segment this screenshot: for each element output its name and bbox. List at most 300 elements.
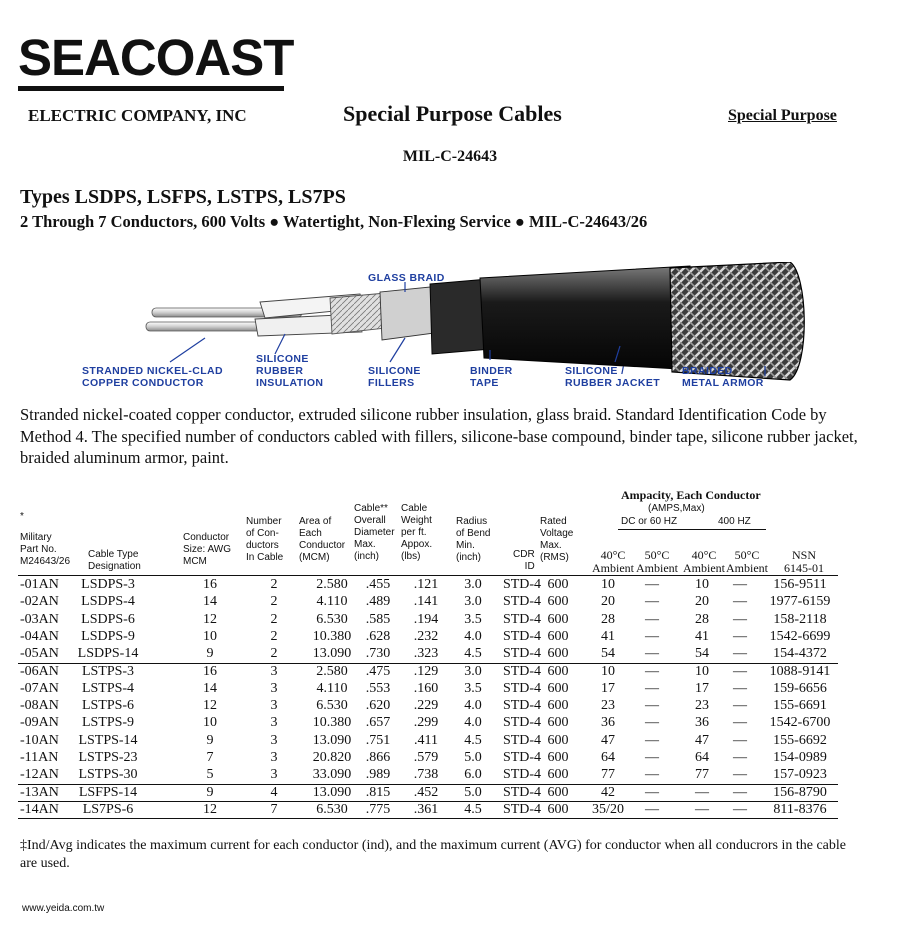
cell-part-no: -09AN	[20, 715, 59, 731]
cell-conductor-size: 12	[203, 611, 217, 627]
cell-weight: .160	[413, 680, 439, 696]
cell-cdr-id: STD-4	[502, 767, 542, 783]
cell-weight: .129	[413, 663, 439, 679]
cell-amb40-dc: 35/20	[592, 801, 624, 817]
cell-area: 10.380	[312, 628, 352, 644]
cell-bend-radius: 4.0	[464, 698, 482, 714]
cell-part-no: -01AN	[20, 577, 59, 592]
cell-weight: .194	[413, 611, 439, 627]
product-subtitle: 2 Through 7 Conductors, 600 Volts ● Watertight, Non-Flexing Service ● MIL-C-24643/26	[20, 212, 648, 231]
cell-area: 13.090	[312, 646, 352, 662]
cell-nsn: 1977-6159	[769, 594, 831, 610]
cell-cable-type: LSFPS-14	[78, 784, 138, 800]
cell-area: 6.530	[316, 801, 348, 817]
group-rule	[18, 663, 838, 664]
header-line: Max.	[540, 540, 562, 551]
cell-amb40-dc: 10	[601, 577, 615, 592]
table-row	[18, 749, 868, 766]
cell-bend-radius: 4.5	[464, 646, 482, 662]
cell-part-no: -03AN	[20, 611, 59, 627]
table-row	[18, 766, 868, 783]
header-line: ID	[524, 561, 535, 572]
military-star: *	[20, 511, 24, 522]
cell-voltage: 600	[547, 680, 569, 696]
cell-part-no: -04AN	[20, 628, 59, 644]
header-line: MCM	[183, 556, 207, 567]
company-logo	[18, 29, 294, 92]
header-line: Cable Type	[88, 549, 139, 560]
label-conductor: STRANDED NICKEL-CLAD COPPER CONDUCTOR	[82, 365, 223, 389]
cell-diameter: .475	[365, 663, 391, 679]
header-line: Weight	[401, 515, 432, 526]
cell-conductor-count: 3	[270, 698, 278, 714]
header-line: Diameter	[354, 527, 395, 538]
cell-amb50-dc: —	[645, 784, 659, 800]
cell-voltage: 600	[547, 732, 569, 748]
cell-area: 2.580	[316, 577, 348, 592]
cell-diameter: .730	[365, 646, 391, 662]
cell-cable-type: LSTPS-3	[81, 663, 135, 679]
cell-diameter: .815	[365, 784, 391, 800]
cell-diameter: .553	[365, 680, 391, 696]
cell-cable-type: LSDPS-6	[81, 611, 135, 627]
cell-part-no: -07AN	[20, 680, 59, 696]
logo-underline	[18, 86, 284, 91]
cell-amb40-dc: 64	[601, 750, 615, 765]
cell-cable-type: LSTPS-30	[78, 767, 138, 783]
cell-conductor-count: 2	[270, 594, 278, 610]
cell-amb50-hz: —	[733, 577, 747, 592]
cell-area: 20.820	[312, 750, 352, 765]
cell-amb50-dc: —	[645, 767, 659, 783]
cell-amb40-hz: 41	[695, 628, 709, 644]
cell-amb50-hz: —	[733, 663, 747, 679]
table-bottom-rule	[18, 818, 838, 819]
cell-voltage: 600	[547, 784, 569, 800]
cell-conductor-count: 3	[270, 767, 278, 783]
cell-amb40-dc: 36	[601, 715, 615, 731]
cell-amb40-hz: 47	[695, 732, 709, 748]
table-row	[18, 593, 868, 610]
table-row	[18, 732, 868, 749]
cell-cable-type: LSTPS-14	[78, 732, 138, 748]
header-line: In Cable	[246, 552, 284, 563]
cell-conductor-size: 10	[203, 715, 217, 731]
cell-cdr-id: STD-4	[502, 611, 542, 627]
cell-area: 13.090	[312, 784, 352, 800]
cell-weight: .232	[413, 628, 439, 644]
cell-amb50-dc: —	[645, 663, 659, 679]
cell-nsn: 154-0989	[773, 750, 827, 765]
ampacity-subtitle: (AMPS,Max)	[648, 503, 705, 514]
table-row	[18, 784, 868, 801]
cell-amb50-dc: —	[645, 628, 659, 644]
col-header-cdr	[513, 549, 535, 573]
cell-diameter: .489	[365, 594, 391, 610]
cell-cable-type: LSTPS-4	[81, 680, 135, 696]
cell-amb40-dc: 54	[601, 646, 615, 662]
table-row	[18, 680, 868, 697]
cell-conductor-size: 12	[203, 698, 217, 714]
cell-amb50-dc: —	[645, 750, 659, 765]
col-header-military	[20, 532, 70, 568]
cell-nsn: 159-6656	[773, 680, 827, 696]
header-line: Min.	[456, 540, 475, 551]
cell-amb50-hz: —	[733, 594, 747, 610]
cell-conductor-size: 5	[206, 767, 214, 783]
table-row	[18, 801, 868, 818]
cell-area: 2.580	[316, 663, 348, 679]
page-title: Special Purpose Cables	[343, 101, 562, 126]
cell-amb40-dc: 28	[601, 611, 615, 627]
cell-amb50-hz: —	[733, 767, 747, 783]
header-line: Rated	[540, 516, 567, 527]
cell-amb50-hz: —	[733, 784, 747, 800]
cell-amb50-dc: —	[645, 732, 659, 748]
ampacity-rule	[618, 529, 766, 530]
cell-cdr-id: STD-4	[502, 784, 542, 800]
cell-amb50-hz: —	[733, 715, 747, 731]
header-line: (lbs)	[401, 551, 421, 562]
cell-area: 6.530	[316, 611, 348, 627]
header-line: Conductor	[183, 532, 230, 543]
footnote: ‡Ind/Avg indicates the maximum current for each conductor (ind), and the maximum current (AVG) for conductor when all conducrors in the cable are used.	[20, 838, 846, 871]
cell-weight: .361	[413, 801, 439, 817]
group-rule	[18, 801, 838, 802]
cell-part-no: -13AN	[20, 784, 59, 800]
header-line: 40°C	[691, 548, 717, 562]
cell-nsn: 811-8376	[773, 801, 827, 817]
cell-bend-radius: 4.5	[464, 732, 482, 748]
label-binder-tape: BINDER TAPE	[470, 365, 513, 389]
ampacity-title: Ampacity, Each Conductor	[621, 488, 761, 502]
cell-amb50-hz: —	[733, 611, 747, 627]
cell-area: 33.090	[312, 767, 352, 783]
cell-nsn: 158-2118	[773, 611, 827, 627]
header-line: Ambient	[636, 561, 678, 575]
cell-cdr-id: STD-4	[502, 646, 542, 662]
cell-area: 6.530	[316, 698, 348, 714]
cell-bend-radius: 4.5	[464, 801, 482, 817]
cell-voltage: 600	[547, 577, 569, 592]
cell-conductor-size: 12	[203, 801, 217, 817]
cell-conductor-count: 3	[270, 732, 278, 748]
header-line: M24643/26	[20, 556, 71, 567]
header-line: Area of	[299, 516, 332, 527]
cell-amb50-dc: —	[645, 680, 659, 696]
cell-conductor-size: 10	[203, 628, 217, 644]
col-header-area	[299, 516, 345, 564]
cell-weight: .121	[413, 577, 439, 592]
cell-amb40-hz: 10	[695, 663, 709, 679]
cell-voltage: 600	[547, 628, 569, 644]
cell-nsn: 155-6691	[773, 698, 827, 714]
header-line: of Con-	[246, 528, 279, 539]
col-header-bend	[456, 516, 490, 564]
cell-voltage: 600	[547, 611, 569, 627]
col-header-nsn	[784, 549, 824, 575]
cell-nsn: 157-0923	[773, 767, 827, 783]
table-row	[18, 663, 868, 680]
cell-conductor-size: 14	[203, 680, 217, 696]
cell-voltage: 600	[547, 801, 569, 817]
cell-bend-radius: 3.5	[464, 680, 482, 696]
cell-conductor-size: 16	[203, 663, 217, 679]
cell-bend-radius: 3.0	[464, 663, 482, 679]
dc-header: DC or 60 HZ	[621, 516, 678, 527]
standard-number: MIL-C-24643	[402, 148, 498, 165]
table-row	[18, 611, 868, 628]
cell-conductor-count: 2	[270, 577, 278, 592]
header-line: of Bend	[456, 528, 491, 539]
cell-conductor-size: 9	[206, 646, 214, 662]
cell-part-no: -11AN	[20, 750, 59, 765]
cell-bend-radius: 5.0	[464, 784, 482, 800]
cell-cdr-id: STD-4	[502, 663, 542, 679]
header-line: Voltage	[540, 528, 574, 539]
header-line: 40°C	[600, 548, 626, 562]
cell-amb50-hz: —	[733, 646, 747, 662]
cell-part-no: -14AN	[20, 801, 59, 817]
cell-cdr-id: STD-4	[502, 732, 542, 748]
cell-voltage: 600	[547, 715, 569, 731]
cell-part-no: -12AN	[20, 767, 59, 783]
cell-weight: .229	[413, 698, 439, 714]
cell-cable-type: LSDPS-14	[77, 646, 139, 662]
cell-amb50-dc: —	[645, 611, 659, 627]
cell-cdr-id: STD-4	[502, 680, 542, 696]
cell-amb40-hz: 23	[695, 698, 709, 714]
table-row	[18, 697, 868, 714]
cell-conductor-count: 3	[270, 750, 278, 765]
cell-amb40-hz: 77	[695, 767, 709, 783]
cell-amb50-hz: —	[733, 801, 747, 817]
header-line: Number	[246, 516, 282, 527]
label-glass-braid: GLASS BRAID	[368, 272, 445, 284]
header-line: CDR	[513, 549, 535, 560]
cell-amb40-dc: 23	[601, 698, 615, 714]
category-label: Special Purpose	[728, 107, 837, 124]
cell-amb40-hz: 20	[695, 594, 709, 610]
cell-voltage: 600	[547, 767, 569, 783]
table-row	[18, 628, 868, 645]
cell-amb40-dc: 47	[601, 732, 615, 748]
label-armor: BRAIDED METAL ARMOR	[682, 365, 764, 389]
col-header-conductor	[183, 532, 231, 568]
cell-cdr-id: STD-4	[502, 750, 542, 765]
logo-text: SEACOAST	[18, 29, 294, 86]
cell-area: 10.380	[312, 715, 352, 731]
cell-amb50-hz: —	[733, 680, 747, 696]
cell-weight: .141	[413, 594, 439, 610]
cell-amb50-dc: —	[645, 715, 659, 731]
hz400-header: 400 HZ	[718, 516, 751, 527]
col-header-weight	[401, 503, 432, 563]
cell-bend-radius: 3.5	[464, 611, 482, 627]
cell-conductor-size: 7	[206, 750, 214, 765]
cell-conductor-count: 3	[270, 680, 278, 696]
header-line: Part No.	[20, 544, 57, 555]
header-line: 6145-01	[784, 561, 824, 575]
cell-amb40-hz: —	[695, 784, 709, 800]
label-jacket: SILICONE / RUBBER JACKET	[565, 365, 661, 389]
cell-amb50-dc: —	[645, 594, 659, 610]
header-line: Conductor	[299, 540, 346, 551]
cell-nsn: 155-6692	[773, 732, 827, 748]
cell-weight: .452	[413, 784, 439, 800]
col-header-50c-dc	[636, 549, 678, 575]
header-line: ductors	[246, 540, 279, 551]
cell-amb40-hz: 54	[695, 646, 709, 662]
cell-diameter: .751	[365, 732, 391, 748]
cell-amb40-hz: —	[695, 801, 709, 817]
header-line: Ambient	[683, 561, 725, 575]
col-header-type	[88, 549, 141, 573]
cell-bend-radius: 6.0	[464, 767, 482, 783]
cell-diameter: .989	[365, 767, 391, 783]
cell-nsn: 1088-9141	[769, 663, 831, 679]
cell-part-no: -05AN	[20, 646, 59, 662]
header-line: Ambient	[726, 561, 768, 575]
cell-area: 4.110	[316, 594, 348, 610]
cell-amb40-dc: 41	[601, 628, 615, 644]
cell-voltage: 600	[547, 698, 569, 714]
cell-diameter: .866	[365, 750, 391, 765]
cell-diameter: .657	[365, 715, 391, 731]
cell-nsn: 156-9511	[773, 577, 827, 592]
header-line: 50°C	[734, 548, 760, 562]
cell-bend-radius: 3.0	[464, 577, 482, 592]
cell-part-no: -06AN	[20, 663, 59, 679]
header-line: Cable	[401, 503, 428, 514]
cell-amb50-hz: —	[733, 750, 747, 765]
cell-conductor-size: 9	[206, 732, 214, 748]
cable-cutaway-illustration	[60, 262, 840, 397]
header-line: (MCM)	[299, 552, 330, 563]
cell-amb40-hz: 28	[695, 611, 709, 627]
cell-diameter: .620	[365, 698, 391, 714]
cell-cable-type: LSDPS-4	[81, 594, 135, 610]
group-rule	[18, 784, 838, 785]
specification-table	[18, 487, 868, 823]
cell-diameter: .775	[365, 801, 391, 817]
cell-amb50-dc: —	[645, 698, 659, 714]
header-line: (RMS)	[540, 552, 569, 563]
cell-weight: .411	[414, 732, 438, 748]
cell-bend-radius: 3.0	[464, 594, 482, 610]
cell-bend-radius: 5.0	[464, 750, 482, 765]
col-header-50c-hz	[726, 549, 768, 575]
cell-diameter: .585	[365, 611, 391, 627]
header-line: Cable**	[354, 503, 388, 514]
cell-amb40-hz: 64	[695, 750, 709, 765]
cell-weight: .738	[413, 767, 439, 783]
cell-conductor-count: 4	[270, 784, 278, 800]
cell-cdr-id: STD-4	[502, 715, 542, 731]
cell-cdr-id: STD-4	[502, 698, 542, 714]
cell-voltage: 600	[547, 663, 569, 679]
cell-conductor-count: 2	[270, 628, 278, 644]
cell-amb40-dc: 77	[601, 767, 615, 783]
header-line: Max.	[354, 539, 376, 550]
cell-amb40-hz: 36	[695, 715, 709, 731]
cell-bend-radius: 4.0	[464, 628, 482, 644]
header-line: Appox.	[401, 539, 433, 550]
cell-cdr-id: STD-4	[502, 628, 542, 644]
cell-amb50-hz: —	[733, 698, 747, 714]
cell-conductor-size: 9	[206, 784, 214, 800]
cell-amb40-hz: 17	[695, 680, 709, 696]
cell-amb40-dc: 17	[601, 680, 615, 696]
cell-nsn: 156-8790	[773, 784, 827, 800]
header-line: (inch)	[354, 551, 380, 562]
cell-cable-type: LS7PS-6	[82, 801, 134, 817]
cell-cable-type: LSDPS-3	[81, 577, 135, 592]
cell-cdr-id: STD-4	[502, 577, 542, 592]
cell-cable-type: LSTPS-9	[81, 715, 135, 731]
header-line: per ft.	[401, 527, 427, 538]
cell-weight: .323	[413, 646, 439, 662]
col-header-number	[246, 516, 283, 564]
cell-area: 13.090	[312, 732, 352, 748]
cell-area: 4.110	[316, 680, 348, 696]
header-line: Each	[299, 528, 322, 539]
cell-nsn: 1542-6699	[769, 628, 831, 644]
cell-part-no: -02AN	[20, 594, 59, 610]
cell-cdr-id: STD-4	[502, 801, 542, 817]
table-row	[18, 645, 868, 662]
cell-diameter: .628	[365, 628, 391, 644]
header-line: Designation	[88, 561, 141, 572]
label-insulation: SILICONE RUBBER INSULATION	[256, 353, 324, 389]
cell-conductor-count: 3	[270, 715, 278, 731]
cell-amb40-dc: 20	[601, 594, 615, 610]
cell-amb50-hz: —	[733, 732, 747, 748]
header-line: Radius	[456, 516, 488, 527]
header-line: Overall	[354, 515, 386, 526]
cell-weight: .579	[413, 750, 439, 765]
cell-part-no: -10AN	[20, 732, 59, 748]
header-line: (inch)	[456, 552, 482, 563]
cell-nsn: 154-4372	[773, 646, 827, 662]
cell-amb40-dc: 42	[601, 784, 615, 800]
cell-cable-type: LSTPS-23	[78, 750, 138, 765]
types-title: Types LSDPS, LSFPS, LSTPS, LS7PS	[20, 186, 346, 208]
cell-cable-type: LSDPS-9	[81, 628, 135, 644]
cell-cable-type: LSTPS-6	[81, 698, 135, 714]
cell-conductor-count: 2	[270, 646, 278, 662]
cell-conductor-count: 2	[270, 611, 278, 627]
cell-amb50-hz: —	[733, 628, 747, 644]
header-line: 50°C	[644, 548, 670, 562]
table-row	[18, 576, 868, 593]
cell-amb40-hz: 10	[695, 577, 709, 592]
cell-cdr-id: STD-4	[502, 594, 542, 610]
col-header-diameter	[354, 503, 395, 563]
label-fillers: SILICONE FILLERS	[368, 365, 421, 389]
col-header-40c-hz	[683, 549, 725, 575]
cell-bend-radius: 4.0	[464, 715, 482, 731]
product-description: Stranded nickel-coated copper conductor, extruded silicone rubber insulation, glass braid. Standard Identification Code by Method 4. The specified number of conductors cabled with fillers, silicone-base compound, binder tape, silicone rubber jacket, braided aluminum armor, paint.	[20, 405, 858, 467]
table-row	[18, 714, 868, 731]
cell-amb50-dc: —	[645, 577, 659, 592]
cell-weight: .299	[413, 715, 439, 731]
header-line: Military	[20, 532, 52, 543]
cell-amb50-dc: —	[645, 801, 659, 817]
col-header-voltage	[540, 516, 573, 564]
cell-conductor-size: 16	[203, 577, 217, 592]
cell-conductor-count: 7	[270, 801, 278, 817]
